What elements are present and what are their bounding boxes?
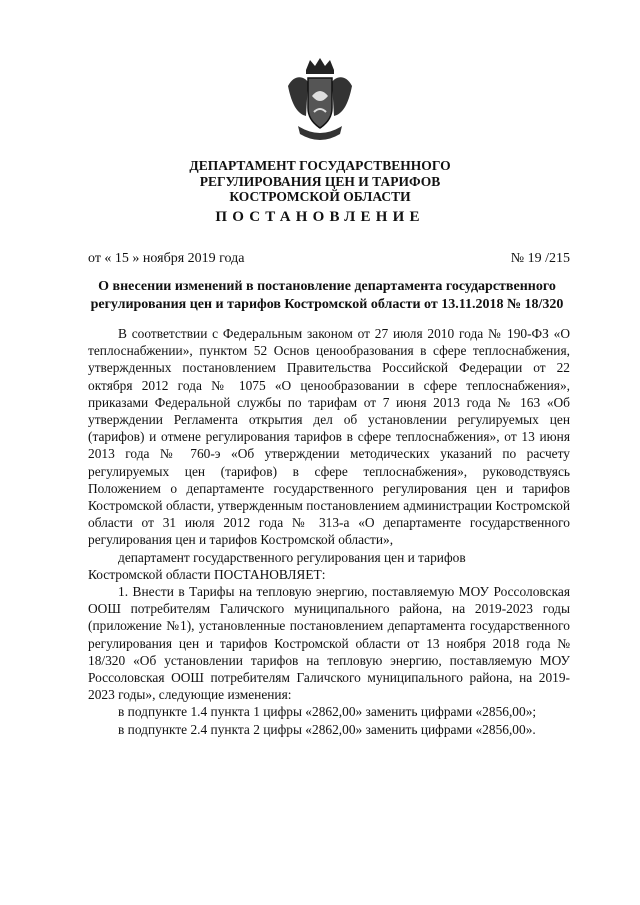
document-title: О внесении изменений в постановление департамента государственного регулирования цен и тарифов Костромской области от 13.11.2018 № 18/320 (90, 279, 564, 312)
organization-name (0, 158, 640, 205)
document-body (88, 325, 570, 738)
org-line-3: КОСТРОМСКОЙ ОБЛАСТИ (229, 189, 411, 204)
paragraph-resolving-line-2: Костромской области ПОСТАНОВЛЯЕТ: (88, 566, 326, 582)
paragraph-preamble: В соответствии с Федеральным законом от 27 июля 2010 года № 190-ФЗ «О теплоснабжении», пунктом 52 Основ ценообразования в сфере теплоснабжения, утвержденных постановлением Правительства Российской Федерации от 22 октября 2012 года № 1075 «О ценообразовании в сфере теплоснабжения», приказами Федеральной службы по тарифам от 7 июня 2013 года № 163 «Об утверждении Регламента открытия дел об установлении регулируемых цен (тарифов) и отмене регулирования тарифов в сфере теплоснабжения», от 13 июня 2013 года № 760-э «Об утверждении методических указаний по расчету регулируемых цен (тарифов) в сфере теплоснабжения», руководствуясь Положением о департаменте государственного регулирования цен и тарифов Костромской области, утвержденным постановлением администрации Костромской области от 31 июля 2012 года № 313-а «О департаменте государственного регулирования цен и тарифов Костромской области», (88, 326, 570, 548)
document-type: ПОСТАНОВЛЕНИЕ (215, 209, 425, 225)
org-line-2: РЕГУЛИРОВАНИЯ ЦЕН И ТАРИФОВ (199, 173, 441, 189)
document-meta (88, 251, 570, 267)
document-date: от « 15 » ноября 2019 года (88, 251, 245, 266)
document-number: № 19 /215 (510, 251, 570, 266)
paragraph-item-1: 1. Внести в Тарифы на тепловую энергию, поставляемую МОУ Россоловская ООШ потребителям Галичского муниципального района, на 2019-2023 годы (приложение №1), установленные постановлением департамента государственного регулирования цен и тарифов Костромской области от 13 ноября 2018 года № 18/320 «Об установлении тарифов на тепловую энергию, поставляемую МОУ Россоловская ООШ потребителям Галичского муниципального района, на 2019-2023 годы», следующие изменения: (88, 584, 570, 703)
paragraph-resolving-line-1: департамент государственного регулирования цен и тарифов (118, 549, 466, 565)
org-line-1: ДЕПАРТАМЕНТ ГОСУДАРСТВЕННОГО (189, 158, 451, 173)
paragraph-subitem-2-4: в подпункте 2.4 пункта 2 цифры «2862,00» заменить цифрами «2856,00». (118, 721, 536, 737)
coat-of-arms-icon (284, 56, 356, 144)
paragraph-subitem-1-4: в подпункте 1.4 пункта 1 цифры «2862,00» заменить цифрами «2856,00»; (118, 704, 537, 720)
